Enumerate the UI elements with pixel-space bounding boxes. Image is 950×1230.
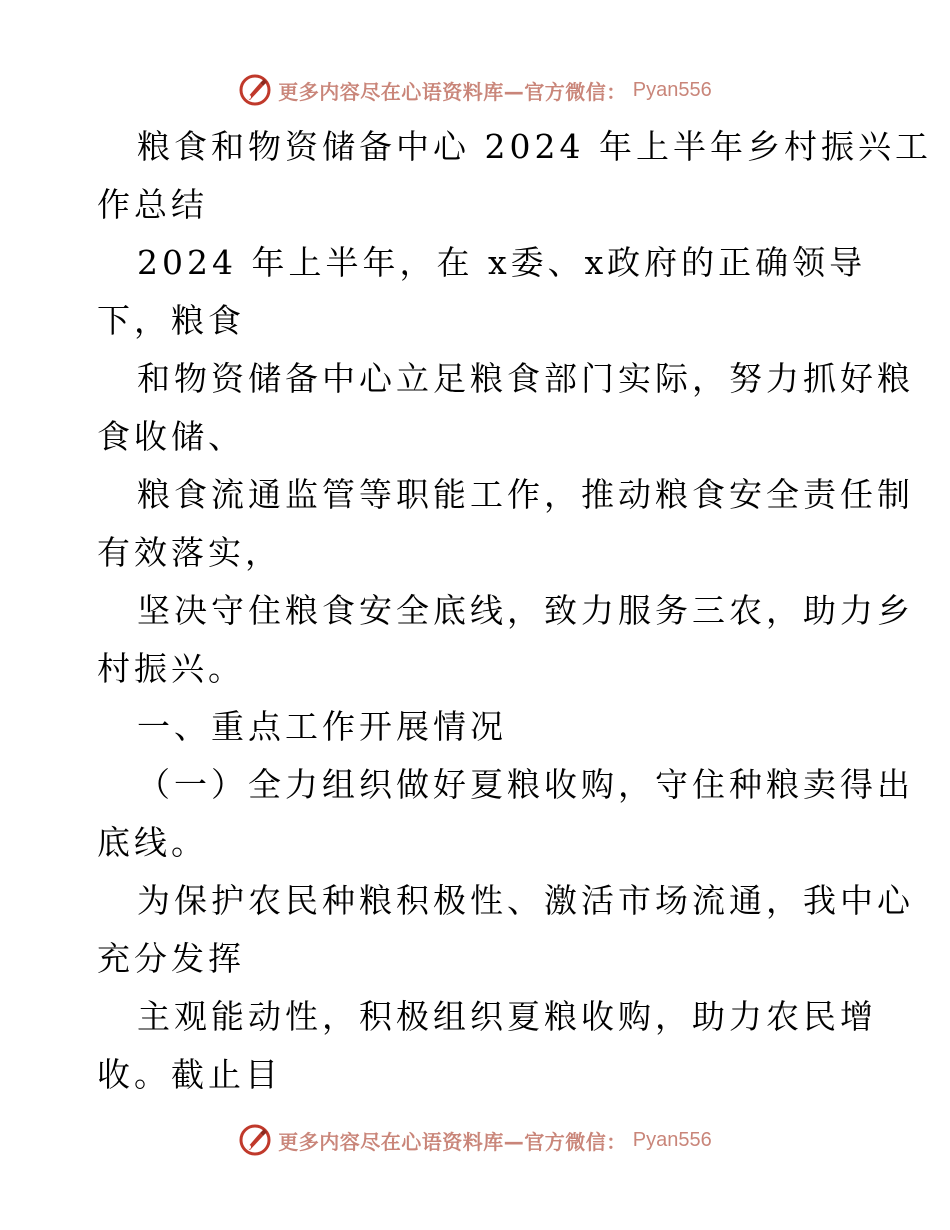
text-line: 下，粮食 xyxy=(97,301,245,340)
text-line: 粮食和物资储备中心 2024 年上半年乡村振兴工 xyxy=(137,127,932,166)
red-pen-seal-icon xyxy=(238,1123,272,1157)
text-line: 和物资储备中心立足粮食部门实际，努力抓好粮 xyxy=(137,359,914,398)
red-pen-seal-icon xyxy=(238,73,272,107)
subsection-heading: （一）全力组织做好夏粮收购，守住种粮卖得出 xyxy=(137,765,914,804)
text-line: 底线。 xyxy=(97,823,208,862)
text-line: 充分发挥 xyxy=(97,939,245,978)
section-heading: 一、重点工作开展情况 xyxy=(137,707,507,746)
watermark-text: 更多内容尽在心语资料库—官方微信： xyxy=(278,79,627,104)
watermark-wechat-id: Pyan556 xyxy=(632,78,712,101)
document-body xyxy=(97,118,932,1104)
text-line: 粮食流通监管等职能工作，推动粮食安全责任制 xyxy=(137,475,914,514)
text-line: 有效落实， xyxy=(97,533,282,572)
text-line: 村振兴。 xyxy=(97,649,245,688)
text-line: 坚决守住粮食安全底线，致力服务三农，助力乡 xyxy=(137,591,914,630)
text-line: 作总结 xyxy=(97,185,208,224)
footer-watermark xyxy=(0,1120,950,1160)
watermark-text: 更多内容尽在心语资料库—官方微信： xyxy=(278,1129,627,1154)
text-line: 食收储、 xyxy=(97,417,245,456)
text-line: 2024 年上半年，在 x委、x政府的正确领导 xyxy=(137,243,867,282)
text-line: 主观能动性，积极组织夏粮收购，助力农民增 xyxy=(137,997,877,1036)
header-watermark xyxy=(0,70,950,110)
watermark-wechat-id: Pyan556 xyxy=(632,1128,712,1151)
text-line: 收。截止目 xyxy=(97,1055,282,1094)
text-line: 为保护农民种粮积极性、激活市场流通，我中心 xyxy=(137,881,914,920)
